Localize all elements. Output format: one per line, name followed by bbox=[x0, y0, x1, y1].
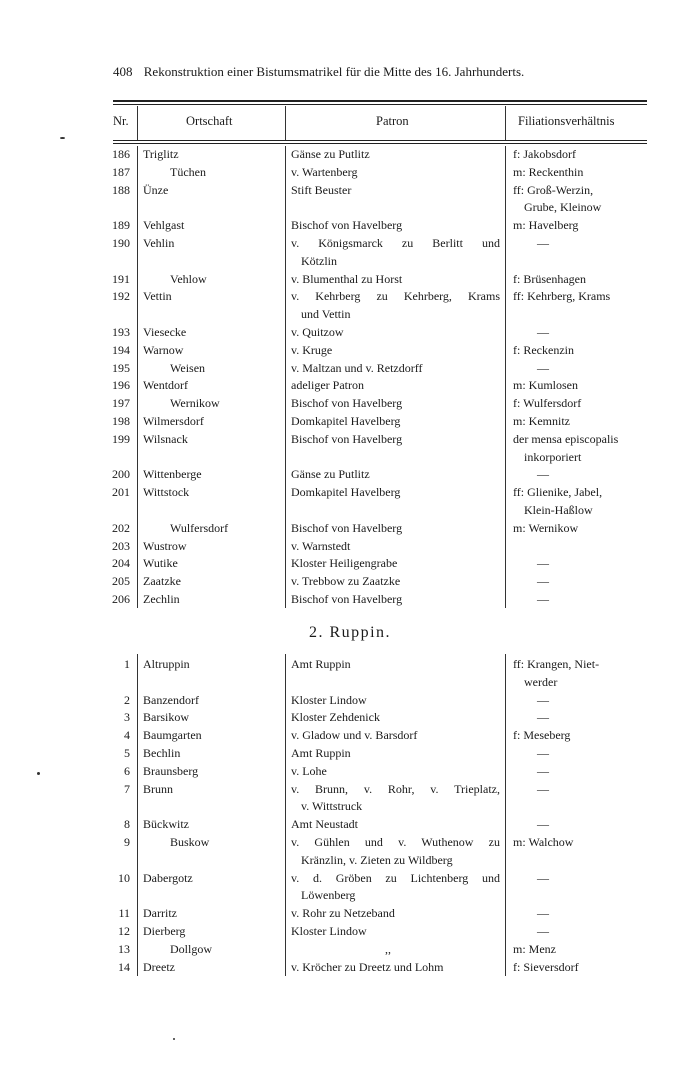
patron-text: Kloster Lindow bbox=[291, 692, 367, 707]
entry-number: 3 bbox=[124, 710, 130, 725]
filiation-text: ff: Glienike, Jabel, bbox=[513, 485, 603, 500]
entry-number: 196 bbox=[112, 378, 130, 393]
place-name: Zaatzke bbox=[143, 574, 181, 589]
entry-number: 5 bbox=[124, 746, 130, 760]
place-name: Dollgow bbox=[170, 941, 212, 956]
place-name: Tüchen bbox=[170, 164, 206, 179]
filiation-text: — bbox=[537, 906, 549, 921]
column-separator bbox=[137, 146, 138, 608]
place-name: Bechlin bbox=[143, 746, 181, 760]
section-title: 2. Ruppin. bbox=[308, 624, 392, 641]
column-separator bbox=[285, 654, 286, 976]
place-name: Wilsnack bbox=[143, 431, 188, 446]
entry-number: 12 bbox=[118, 924, 130, 938]
patron-text: Bischof von Havelberg bbox=[291, 396, 403, 411]
column-header-nr: Nr. bbox=[113, 114, 129, 128]
patron-text: v. Kröcher zu Dreetz und Lohm bbox=[291, 959, 444, 974]
entry-number: 203 bbox=[112, 538, 130, 553]
filiation-text: Grube, Kleinow bbox=[524, 200, 602, 215]
filiation-text: m: Menz bbox=[513, 941, 556, 956]
filiation-text: — bbox=[537, 592, 549, 606]
filiation-text: ff: Krangen, Niet- bbox=[513, 657, 600, 671]
patron-text: Kötzlin bbox=[301, 253, 337, 268]
place-name: Vehlin bbox=[143, 236, 175, 250]
page-header bbox=[113, 64, 643, 80]
filiation-text: ff: Kehrberg, Krams bbox=[513, 289, 611, 304]
header-separator bbox=[505, 106, 506, 140]
place-name: Wulfersdorf bbox=[170, 520, 229, 535]
entry-number: 205 bbox=[112, 574, 130, 589]
patron-text: Gänse zu Putlitz bbox=[291, 467, 370, 482]
entry-number: 13 bbox=[118, 941, 130, 956]
filiation-text: f: Jakobsdorf bbox=[513, 147, 576, 161]
patron-text: Bischof von Havelberg bbox=[291, 218, 403, 233]
patron-text: v. Quitzow bbox=[291, 325, 344, 339]
patron-text: Gänse zu Putlitz bbox=[291, 147, 370, 161]
place-name: Braunsberg bbox=[143, 763, 199, 778]
place-name: Wittstock bbox=[143, 485, 190, 500]
place-name: Buskow bbox=[170, 835, 210, 849]
filiation-text: m: Walchow bbox=[513, 835, 574, 849]
header-bottom-rule bbox=[113, 140, 647, 141]
entry-number: 206 bbox=[112, 592, 130, 606]
patron-text: Bischof von Havelberg bbox=[291, 431, 403, 446]
entry-number: 198 bbox=[112, 414, 130, 428]
place-name: Wentdorf bbox=[143, 378, 189, 393]
filiation-text: — bbox=[537, 574, 549, 589]
entry-number: 194 bbox=[112, 342, 130, 357]
patron-text: v. Wartenberg bbox=[291, 164, 358, 179]
patron-text: v. Lohe bbox=[291, 763, 327, 778]
filiation-text: f: Brüsenhagen bbox=[513, 271, 586, 286]
entry-number: 187 bbox=[112, 164, 130, 179]
entry-number: 201 bbox=[112, 485, 130, 500]
filiation-text: — bbox=[537, 817, 549, 832]
patron-text: v. Kehrberg zu Kehrberg, Krams bbox=[291, 289, 500, 304]
patron-text: Amt Neustadt bbox=[291, 817, 358, 832]
patron-text: v. Wittstruck bbox=[301, 799, 363, 814]
filiation-text: Klein-Haßlow bbox=[524, 503, 593, 517]
patron-text: v. Warnstedt bbox=[291, 538, 351, 553]
place-name: Wilmersdorf bbox=[143, 414, 204, 428]
header-separator bbox=[137, 106, 138, 140]
patron-text: v. Brunn, v. Rohr, v. Trieplatz, bbox=[291, 781, 500, 796]
entry-number: 186 bbox=[112, 147, 130, 161]
entry-number: 7 bbox=[124, 781, 130, 796]
place-name: Banzendorf bbox=[143, 692, 199, 707]
column-header-patron: Patron bbox=[376, 114, 409, 128]
filiation-text: der mensa episcopalis bbox=[513, 431, 619, 446]
place-name: Wustrow bbox=[143, 538, 187, 553]
place-name: Warnow bbox=[143, 342, 184, 357]
entry-number: 10 bbox=[118, 870, 130, 885]
filiation-text: werder bbox=[524, 674, 558, 689]
place-name: Zechlin bbox=[143, 592, 180, 606]
column-header-filiation: Filiationsverhältnis bbox=[518, 114, 615, 128]
place-name: Vehlgast bbox=[143, 218, 185, 233]
entry-number: 4 bbox=[124, 728, 130, 743]
filiation-text: — bbox=[537, 236, 549, 250]
header-bottom-rule-thin bbox=[113, 143, 647, 144]
column-separator bbox=[137, 654, 138, 976]
entry-number: 199 bbox=[112, 431, 130, 446]
patron-text: Amt Ruppin bbox=[291, 657, 351, 671]
entry-number: 188 bbox=[112, 182, 130, 197]
column-separator bbox=[505, 146, 506, 608]
patron-text: Kloster Lindow bbox=[291, 924, 367, 938]
filiation-text: — bbox=[537, 467, 549, 482]
filiation-text: — bbox=[537, 870, 549, 885]
entry-number: 204 bbox=[112, 556, 130, 571]
patron-text: Domkapitel Havelberg bbox=[291, 485, 401, 500]
patron-text: Amt Ruppin bbox=[291, 746, 351, 760]
place-name: Altruppin bbox=[143, 657, 190, 671]
entry-number: 190 bbox=[112, 236, 130, 250]
patron-text: Stift Beuster bbox=[291, 182, 352, 197]
entry-number: 6 bbox=[124, 763, 130, 778]
patron-text: v. Maltzan und v. Retzdorff bbox=[291, 360, 423, 375]
entry-number: 193 bbox=[112, 325, 130, 339]
table-top-rule bbox=[113, 100, 647, 102]
patron-text: v. Rohr zu Netzeband bbox=[291, 906, 395, 921]
filiation-text: — bbox=[537, 710, 549, 725]
patron-text: Kränzlin, v. Zieten zu Wildberg bbox=[301, 852, 453, 867]
place-name: Wittenberge bbox=[143, 467, 202, 482]
filiation-text: m: Havelberg bbox=[513, 218, 579, 233]
patron-text: Domkapitel Havelberg bbox=[291, 414, 401, 428]
place-name: Baumgarten bbox=[143, 728, 202, 743]
place-name: Vettin bbox=[143, 289, 172, 304]
place-name: Wutike bbox=[143, 556, 178, 571]
patron-text: und Vettin bbox=[301, 307, 351, 322]
patron-text: Kloster Heiligengrabe bbox=[291, 556, 398, 571]
print-speck bbox=[173, 1038, 175, 1040]
entry-number: 191 bbox=[112, 271, 130, 286]
filiation-text: f: Wulfersdorf bbox=[513, 396, 582, 411]
patron-text: v. Trebbow zu Zaatzke bbox=[291, 574, 401, 589]
entry-number: 2 bbox=[124, 692, 130, 707]
patron-text: v. Gladow und v. Barsdorf bbox=[291, 728, 418, 743]
place-name: Triglitz bbox=[143, 147, 179, 161]
header-separator bbox=[285, 106, 286, 140]
filiation-text: — bbox=[537, 763, 549, 778]
filiation-text: m: Wernikow bbox=[513, 520, 579, 535]
entry-number: 8 bbox=[124, 817, 130, 832]
filiation-text: f: Sieversdorf bbox=[513, 959, 579, 974]
entry-number: 195 bbox=[112, 360, 130, 375]
place-name: Dreetz bbox=[143, 959, 175, 974]
filiation-text: — bbox=[537, 692, 549, 707]
entry-number: 11 bbox=[118, 906, 130, 921]
place-name: Dierberg bbox=[143, 924, 186, 938]
entry-number: 202 bbox=[112, 520, 130, 535]
filiation-text: f: Reckenzin bbox=[513, 342, 574, 357]
print-speck bbox=[60, 137, 65, 139]
filiation-text: m: Kumlosen bbox=[513, 378, 578, 393]
filiation-text: — bbox=[537, 746, 549, 760]
entry-number: 189 bbox=[112, 218, 130, 233]
place-name: Darritz bbox=[143, 906, 177, 921]
patron-text: v. Gühlen und v. Wuthenow zu bbox=[291, 835, 500, 849]
place-name: Vehlow bbox=[170, 271, 207, 286]
page-number: 408 bbox=[113, 64, 133, 79]
entry-number: 1 bbox=[124, 657, 130, 671]
entry-number: 197 bbox=[112, 396, 130, 411]
filiation-text: — bbox=[537, 360, 549, 375]
filiation-text: f: Meseberg bbox=[513, 728, 571, 743]
entry-number: 192 bbox=[112, 289, 130, 304]
patron-text: Kloster Zehdenick bbox=[291, 710, 380, 725]
place-name: Brunn bbox=[143, 781, 173, 796]
column-separator bbox=[505, 654, 506, 976]
place-name: Wernikow bbox=[170, 396, 220, 411]
patron-text: v. d. Gröben zu Lichtenberg und bbox=[291, 870, 500, 885]
place-name: Barsikow bbox=[143, 710, 189, 725]
place-name: Weisen bbox=[170, 360, 206, 375]
place-name: Ünze bbox=[143, 182, 169, 197]
filiation-text: ff: Groß-Werzin, bbox=[513, 182, 594, 197]
patron-text: v. Blumenthal zu Horst bbox=[291, 271, 403, 286]
running-title: Rekonstruktion einer Bistumsmatrikel für die Mitte des 16. Jahrhunderts. bbox=[143, 64, 525, 79]
patron-text: Bischof von Havelberg bbox=[291, 592, 403, 606]
filiation-text: m: Kemnitz bbox=[513, 414, 570, 428]
place-name: Bückwitz bbox=[143, 817, 189, 832]
patron-text: Bischof von Havelberg bbox=[291, 520, 403, 535]
print-speck bbox=[37, 772, 40, 775]
patron-text: v. Kruge bbox=[291, 342, 333, 357]
filiation-text: inkorporiert bbox=[524, 449, 582, 464]
table-top-rule-thin bbox=[113, 104, 647, 105]
entry-number: 14 bbox=[118, 959, 130, 974]
column-header-ortschaft: Ortschaft bbox=[186, 114, 233, 128]
entry-number: 9 bbox=[124, 835, 130, 849]
patron-text: ,, bbox=[385, 941, 391, 956]
entry-number: 200 bbox=[112, 467, 130, 482]
filiation-text: — bbox=[537, 924, 549, 938]
filiation-text: — bbox=[537, 325, 549, 339]
patron-text: adeliger Patron bbox=[291, 378, 364, 393]
filiation-text: — bbox=[537, 781, 549, 796]
filiation-text: — bbox=[537, 556, 549, 571]
filiation-text: m: Reckenthin bbox=[513, 164, 584, 179]
place-name: Viesecke bbox=[143, 325, 187, 339]
place-name: Dabergotz bbox=[143, 870, 193, 885]
column-separator bbox=[285, 146, 286, 608]
patron-text: v. Königsmarck zu Berlitt und bbox=[291, 236, 500, 250]
patron-text: Löwenberg bbox=[301, 888, 356, 903]
